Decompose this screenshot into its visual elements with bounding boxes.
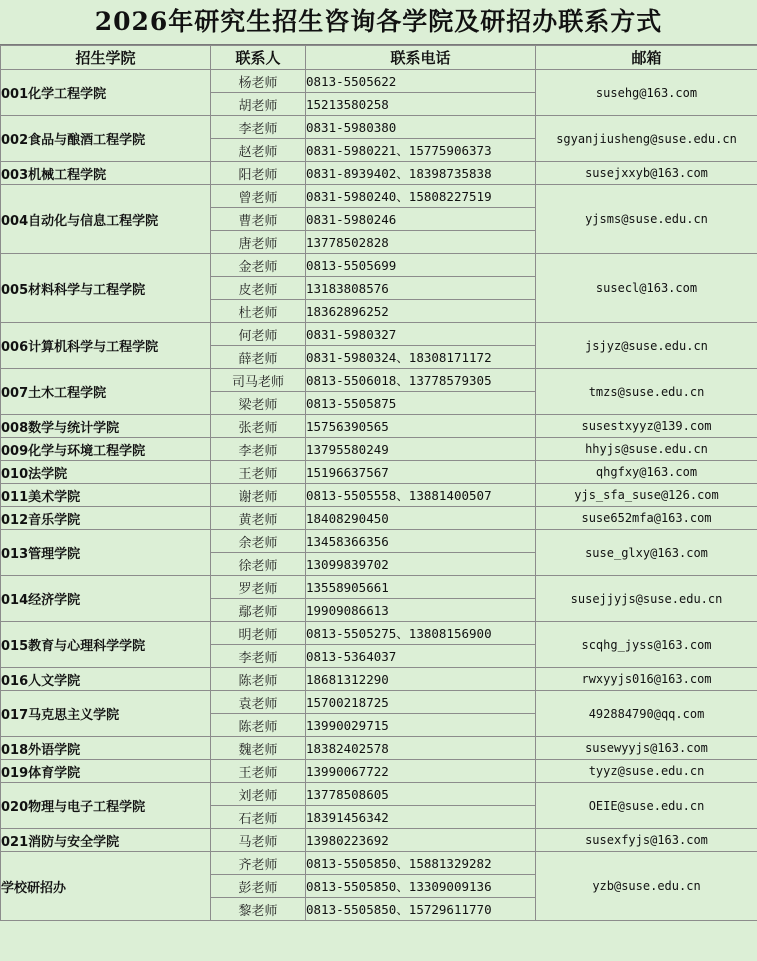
table-row <box>1 829 757 852</box>
table-row <box>1 162 757 185</box>
contact-cell[interactable]: 金老师 <box>211 254 306 277</box>
contact-cell[interactable]: 唐老师 <box>211 231 306 254</box>
table-row <box>1 507 757 530</box>
phone-cell[interactable]: 0813-5505699 <box>306 254 536 277</box>
contact-cell[interactable]: 司马老师 <box>211 369 306 392</box>
header-email[interactable]: 邮箱 <box>536 46 757 70</box>
phone-cell[interactable]: 19909086613 <box>306 599 536 622</box>
contact-cell[interactable]: 李老师 <box>211 438 306 461</box>
email-cell[interactable]: susestxyyz@139.com <box>536 415 757 438</box>
table-row <box>1 852 757 875</box>
table-row <box>1 438 757 461</box>
contact-cell[interactable]: 陈老师 <box>211 668 306 691</box>
table-row <box>1 530 757 553</box>
email-cell[interactable]: scqhg_jyss@163.com <box>536 622 757 668</box>
contact-cell[interactable]: 何老师 <box>211 323 306 346</box>
contact-cell[interactable]: 杜老师 <box>211 300 306 323</box>
email-cell[interactable]: yzb@suse.edu.cn <box>536 852 757 921</box>
email-cell[interactable]: qhgfxy@163.com <box>536 461 757 484</box>
contact-cell[interactable]: 罗老师 <box>211 576 306 599</box>
contact-cell[interactable]: 张老师 <box>211 415 306 438</box>
header-contact[interactable]: 联系人 <box>211 46 306 70</box>
email-cell[interactable]: jsjyz@suse.edu.cn <box>536 323 757 369</box>
contact-cell[interactable]: 王老师 <box>211 461 306 484</box>
college-cell[interactable]: 020物理与电子工程学院 <box>1 783 211 829</box>
contact-cell[interactable]: 王老师 <box>211 760 306 783</box>
contact-cell[interactable]: 曾老师 <box>211 185 306 208</box>
contact-cell[interactable]: 曹老师 <box>211 208 306 231</box>
phone-cell[interactable]: 0831-5980246 <box>306 208 536 231</box>
email-cell[interactable]: susejjyjs@suse.edu.cn <box>536 576 757 622</box>
phone-cell[interactable]: 13183808576 <box>306 277 536 300</box>
college-cell[interactable]: 019体育学院 <box>1 760 211 783</box>
college-cell[interactable]: 017马克思主义学院 <box>1 691 211 737</box>
contact-cell[interactable]: 黄老师 <box>211 507 306 530</box>
email-cell[interactable]: rwxyyjs016@163.com <box>536 668 757 691</box>
phone-cell[interactable]: 18408290450 <box>306 507 536 530</box>
phone-cell[interactable]: 15756390565 <box>306 415 536 438</box>
table-row <box>1 622 757 645</box>
college-cell[interactable]: 009化学与环境工程学院 <box>1 438 211 461</box>
header-phone[interactable]: 联系电话 <box>306 46 536 70</box>
college-cell[interactable]: 004自动化与信息工程学院 <box>1 185 211 254</box>
phone-cell[interactable]: 18391456342 <box>306 806 536 829</box>
table-row <box>1 461 757 484</box>
table-row <box>1 668 757 691</box>
table-row <box>1 576 757 599</box>
contact-cell[interactable]: 杨老师 <box>211 70 306 93</box>
email-cell[interactable]: sgyanjiusheng@suse.edu.cn <box>536 116 757 162</box>
contact-cell[interactable]: 薛老师 <box>211 346 306 369</box>
email-cell[interactable]: OEIE@suse.edu.cn <box>536 783 757 829</box>
table-row <box>1 254 757 277</box>
phone-cell[interactable]: 0831-8939402、18398735838 <box>306 162 536 185</box>
phone-cell[interactable]: 0813-5505875 <box>306 392 536 415</box>
table-body <box>1 70 757 921</box>
phone-cell[interactable]: 15196637567 <box>306 461 536 484</box>
email-cell[interactable]: yjsms@suse.edu.cn <box>536 185 757 254</box>
contact-cell[interactable]: 李老师 <box>211 116 306 139</box>
college-cell[interactable]: 015教育与心理科学学院 <box>1 622 211 668</box>
phone-cell[interactable]: 18362896252 <box>306 300 536 323</box>
phone-cell[interactable]: 13980223692 <box>306 829 536 852</box>
email-cell[interactable]: 492884790@qq.com <box>536 691 757 737</box>
phone-cell[interactable]: 0813-5505622 <box>306 70 536 93</box>
email-cell[interactable]: hhyjs@suse.edu.cn <box>536 438 757 461</box>
contact-cell[interactable]: 谢老师 <box>211 484 306 507</box>
contact-cell[interactable]: 鄢老师 <box>211 599 306 622</box>
contact-cell[interactable]: 彭老师 <box>211 875 306 898</box>
phone-cell[interactable]: 18382402578 <box>306 737 536 760</box>
phone-cell[interactable]: 0813-5505850、13309009136 <box>306 875 536 898</box>
table-row <box>1 116 757 139</box>
phone-cell[interactable]: 0813-5505850、15881329282 <box>306 852 536 875</box>
phone-cell[interactable]: 0813-5506018、13778579305 <box>306 369 536 392</box>
table-row <box>1 185 757 208</box>
email-cell[interactable]: susecl@163.com <box>536 254 757 323</box>
table-row <box>1 783 757 806</box>
phone-cell[interactable]: 0813-5364037 <box>306 645 536 668</box>
college-cell[interactable]: 001化学工程学院 <box>1 70 211 116</box>
email-cell[interactable]: susejxxyb@163.com <box>536 162 757 185</box>
contact-cell[interactable]: 齐老师 <box>211 852 306 875</box>
contact-cell[interactable]: 徐老师 <box>211 553 306 576</box>
table-row <box>1 415 757 438</box>
phone-cell[interactable]: 0831-5980327 <box>306 323 536 346</box>
college-cell[interactable]: 003机械工程学院 <box>1 162 211 185</box>
email-cell[interactable]: tyyz@suse.edu.cn <box>536 760 757 783</box>
contact-cell[interactable]: 陈老师 <box>211 714 306 737</box>
page-title: 2026年研究生招生咨询各学院及研招办联系方式 <box>0 0 757 45</box>
email-cell[interactable]: susexfyjs@163.com <box>536 829 757 852</box>
phone-cell[interactable]: 0813-5505275、13808156900 <box>306 622 536 645</box>
college-cell[interactable]: 016人文学院 <box>1 668 211 691</box>
table-row <box>1 760 757 783</box>
college-cell[interactable]: 021消防与安全学院 <box>1 829 211 852</box>
email-cell[interactable]: yjs_sfa_suse@126.com <box>536 484 757 507</box>
contact-cell[interactable]: 黎老师 <box>211 898 306 921</box>
phone-cell[interactable]: 0831-5980380 <box>306 116 536 139</box>
phone-cell[interactable]: 13778502828 <box>306 231 536 254</box>
email-cell[interactable]: susewyyjs@163.com <box>536 737 757 760</box>
header-row <box>1 46 757 70</box>
college-cell[interactable]: 006计算机科学与工程学院 <box>1 323 211 369</box>
table-row <box>1 484 757 507</box>
header-college[interactable]: 招生学院 <box>1 46 211 70</box>
phone-cell[interactable]: 13099839702 <box>306 553 536 576</box>
phone-cell[interactable]: 13990067722 <box>306 760 536 783</box>
college-cell[interactable]: 010法学院 <box>1 461 211 484</box>
phone-cell[interactable]: 0831-5980221、15775906373 <box>306 139 536 162</box>
email-cell[interactable]: suse652mfa@163.com <box>536 507 757 530</box>
phone-cell[interactable]: 13558905661 <box>306 576 536 599</box>
college-cell[interactable]: 学校研招办 <box>1 852 211 921</box>
college-cell[interactable]: 002食品与酿酒工程学院 <box>1 116 211 162</box>
contact-cell[interactable]: 李老师 <box>211 645 306 668</box>
phone-cell[interactable]: 18681312290 <box>306 668 536 691</box>
table-row <box>1 737 757 760</box>
phone-cell[interactable]: 0813-5505850、15729611770 <box>306 898 536 921</box>
contact-cell[interactable]: 胡老师 <box>211 93 306 116</box>
phone-cell[interactable]: 13458366356 <box>306 530 536 553</box>
email-cell[interactable]: suse_glxy@163.com <box>536 530 757 576</box>
contact-cell[interactable]: 马老师 <box>211 829 306 852</box>
contact-cell[interactable]: 袁老师 <box>211 691 306 714</box>
phone-cell[interactable]: 15700218725 <box>306 691 536 714</box>
phone-cell[interactable]: 0831-5980324、18308171172 <box>306 346 536 369</box>
contact-cell[interactable]: 明老师 <box>211 622 306 645</box>
table-row <box>1 323 757 346</box>
college-cell[interactable]: 007土木工程学院 <box>1 369 211 415</box>
table-row <box>1 369 757 392</box>
email-cell[interactable]: susehg@163.com <box>536 70 757 116</box>
college-cell[interactable]: 013管理学院 <box>1 530 211 576</box>
phone-cell[interactable]: 15213580258 <box>306 93 536 116</box>
college-cell[interactable]: 008数学与统计学院 <box>1 415 211 438</box>
phone-cell[interactable]: 13778508605 <box>306 783 536 806</box>
phone-cell[interactable]: 13990029715 <box>306 714 536 737</box>
contact-cell[interactable]: 石老师 <box>211 806 306 829</box>
contact-cell[interactable]: 魏老师 <box>211 737 306 760</box>
contact-cell[interactable]: 刘老师 <box>211 783 306 806</box>
email-cell[interactable]: tmzs@suse.edu.cn <box>536 369 757 415</box>
contact-cell[interactable]: 梁老师 <box>211 392 306 415</box>
college-cell[interactable]: 014经济学院 <box>1 576 211 622</box>
phone-cell[interactable]: 13795580249 <box>306 438 536 461</box>
college-cell[interactable]: 012音乐学院 <box>1 507 211 530</box>
college-cell[interactable]: 011美术学院 <box>1 484 211 507</box>
college-cell[interactable]: 005材料科学与工程学院 <box>1 254 211 323</box>
college-cell[interactable]: 018外语学院 <box>1 737 211 760</box>
contact-cell[interactable]: 赵老师 <box>211 139 306 162</box>
table-row <box>1 691 757 714</box>
table-row <box>1 70 757 93</box>
contact-cell[interactable]: 余老师 <box>211 530 306 553</box>
contact-cell[interactable]: 阳老师 <box>211 162 306 185</box>
contact-cell[interactable]: 皮老师 <box>211 277 306 300</box>
contact-table <box>0 45 757 921</box>
phone-cell[interactable]: 0831-5980240、15808227519 <box>306 185 536 208</box>
phone-cell[interactable]: 0813-5505558、13881400507 <box>306 484 536 507</box>
